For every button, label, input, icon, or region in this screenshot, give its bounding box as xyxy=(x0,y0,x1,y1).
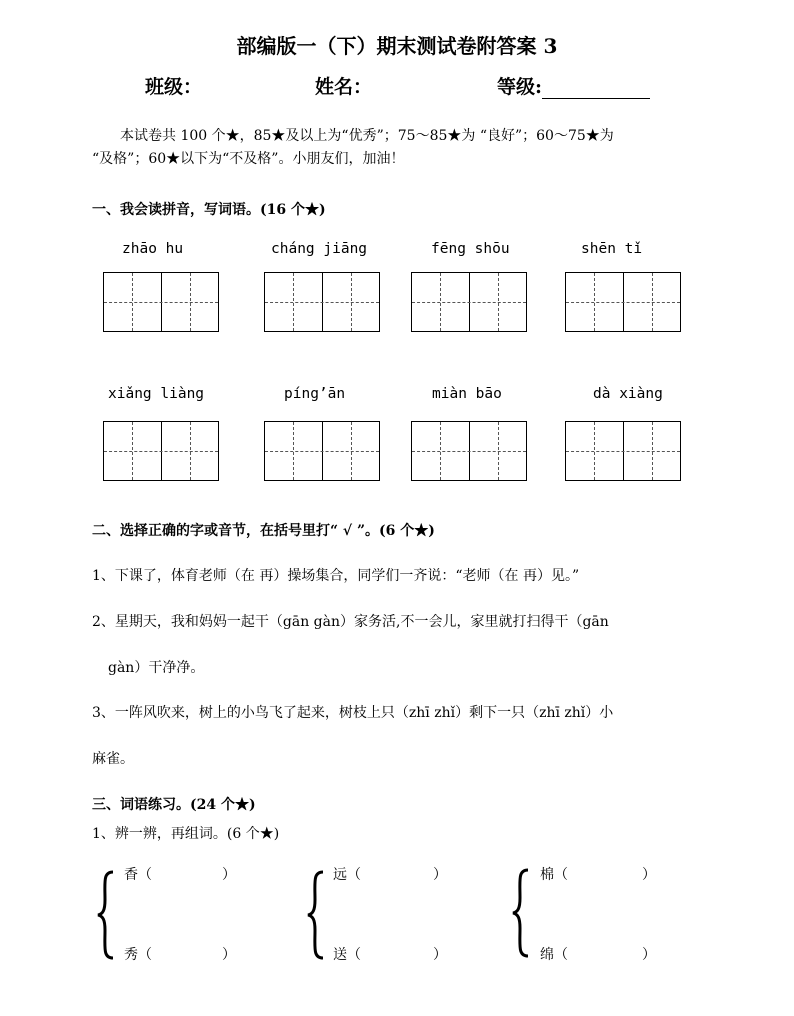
writing-grid[interactable] xyxy=(411,421,527,481)
word-pair-2-top: 远（ ） xyxy=(333,867,447,883)
name-label: 姓名： xyxy=(315,76,373,98)
question-2-line-2: gàn）干净净。 xyxy=(108,660,205,676)
intro-line-1: 本试卷共 100 个★，85★及以上为“优秀”；75～85★为 “良好”；60～75★为 xyxy=(120,128,614,144)
section3-sub1: 1、辨一辨，再组词。(6 个★) xyxy=(92,826,280,842)
pinyin-4: shēn tǐ xyxy=(581,241,643,257)
writing-grid[interactable] xyxy=(103,421,219,481)
grade-label: 等级: xyxy=(497,76,543,98)
question-3-line-2: 麻雀。 xyxy=(92,751,134,767)
writing-grid[interactable] xyxy=(565,272,681,332)
word-pair-3-bottom: 绵（ ） xyxy=(540,947,656,963)
section2-title: 二、选择正确的字或音节，在括号里打“ √ ”。(6 个★) xyxy=(92,523,435,539)
page-title: 部编版一（下）期末测试卷附答案 3 xyxy=(236,34,558,58)
writing-grid[interactable] xyxy=(565,421,681,481)
grade-blank xyxy=(542,78,650,99)
word-pair-2-bottom: 送（ ） xyxy=(333,947,447,963)
pinyin-2: cháng jiāng xyxy=(271,241,368,257)
class-label: 班级： xyxy=(145,76,203,98)
left-brace-icon xyxy=(95,870,117,960)
writing-grid[interactable] xyxy=(411,272,527,332)
word-pair-1-bottom: 秀（ ） xyxy=(124,947,236,963)
word-pair-3-top: 棉（ ） xyxy=(540,867,656,883)
intro-line-2: “及格”；60★以下为“不及格”。小朋友们，加油！ xyxy=(92,151,405,167)
section3-title: 三、词语练习。(24 个★) xyxy=(92,797,256,813)
pinyin-5: xiǎng liàng xyxy=(108,386,205,402)
writing-grid[interactable] xyxy=(103,272,219,332)
pinyin-7: miàn bāo xyxy=(432,386,502,402)
section1-title: 一、我会读拼音，写词语。(16 个★) xyxy=(92,202,326,218)
pinyin-3: fēng shōu xyxy=(431,241,510,257)
word-pair-1-top: 香（ ） xyxy=(124,867,236,883)
pinyin-6: píng’ān xyxy=(284,386,346,402)
left-brace-icon xyxy=(510,868,532,958)
grade-field xyxy=(497,72,650,99)
left-brace-icon xyxy=(305,870,327,960)
question-2-line-1: 2、星期天，我和妈妈一起干（gān gàn）家务活,不一会儿，家里就打扫得干（gān xyxy=(92,614,609,630)
pinyin-8: dà xiàng xyxy=(593,386,663,402)
pinyin-1: zhāo hu xyxy=(122,241,184,257)
writing-grid[interactable] xyxy=(264,272,380,332)
question-1: 1、下课了，体育老师（在 再）操场集合，同学们一齐说：“老师（在 再）见。” xyxy=(92,568,580,584)
writing-grid[interactable] xyxy=(264,421,380,481)
question-3-line-1: 3、一阵风吹来，树上的小鸟飞了起来，树枝上只（zhī zhǐ）剩下一只（zhī zhǐ）小 xyxy=(92,705,614,721)
